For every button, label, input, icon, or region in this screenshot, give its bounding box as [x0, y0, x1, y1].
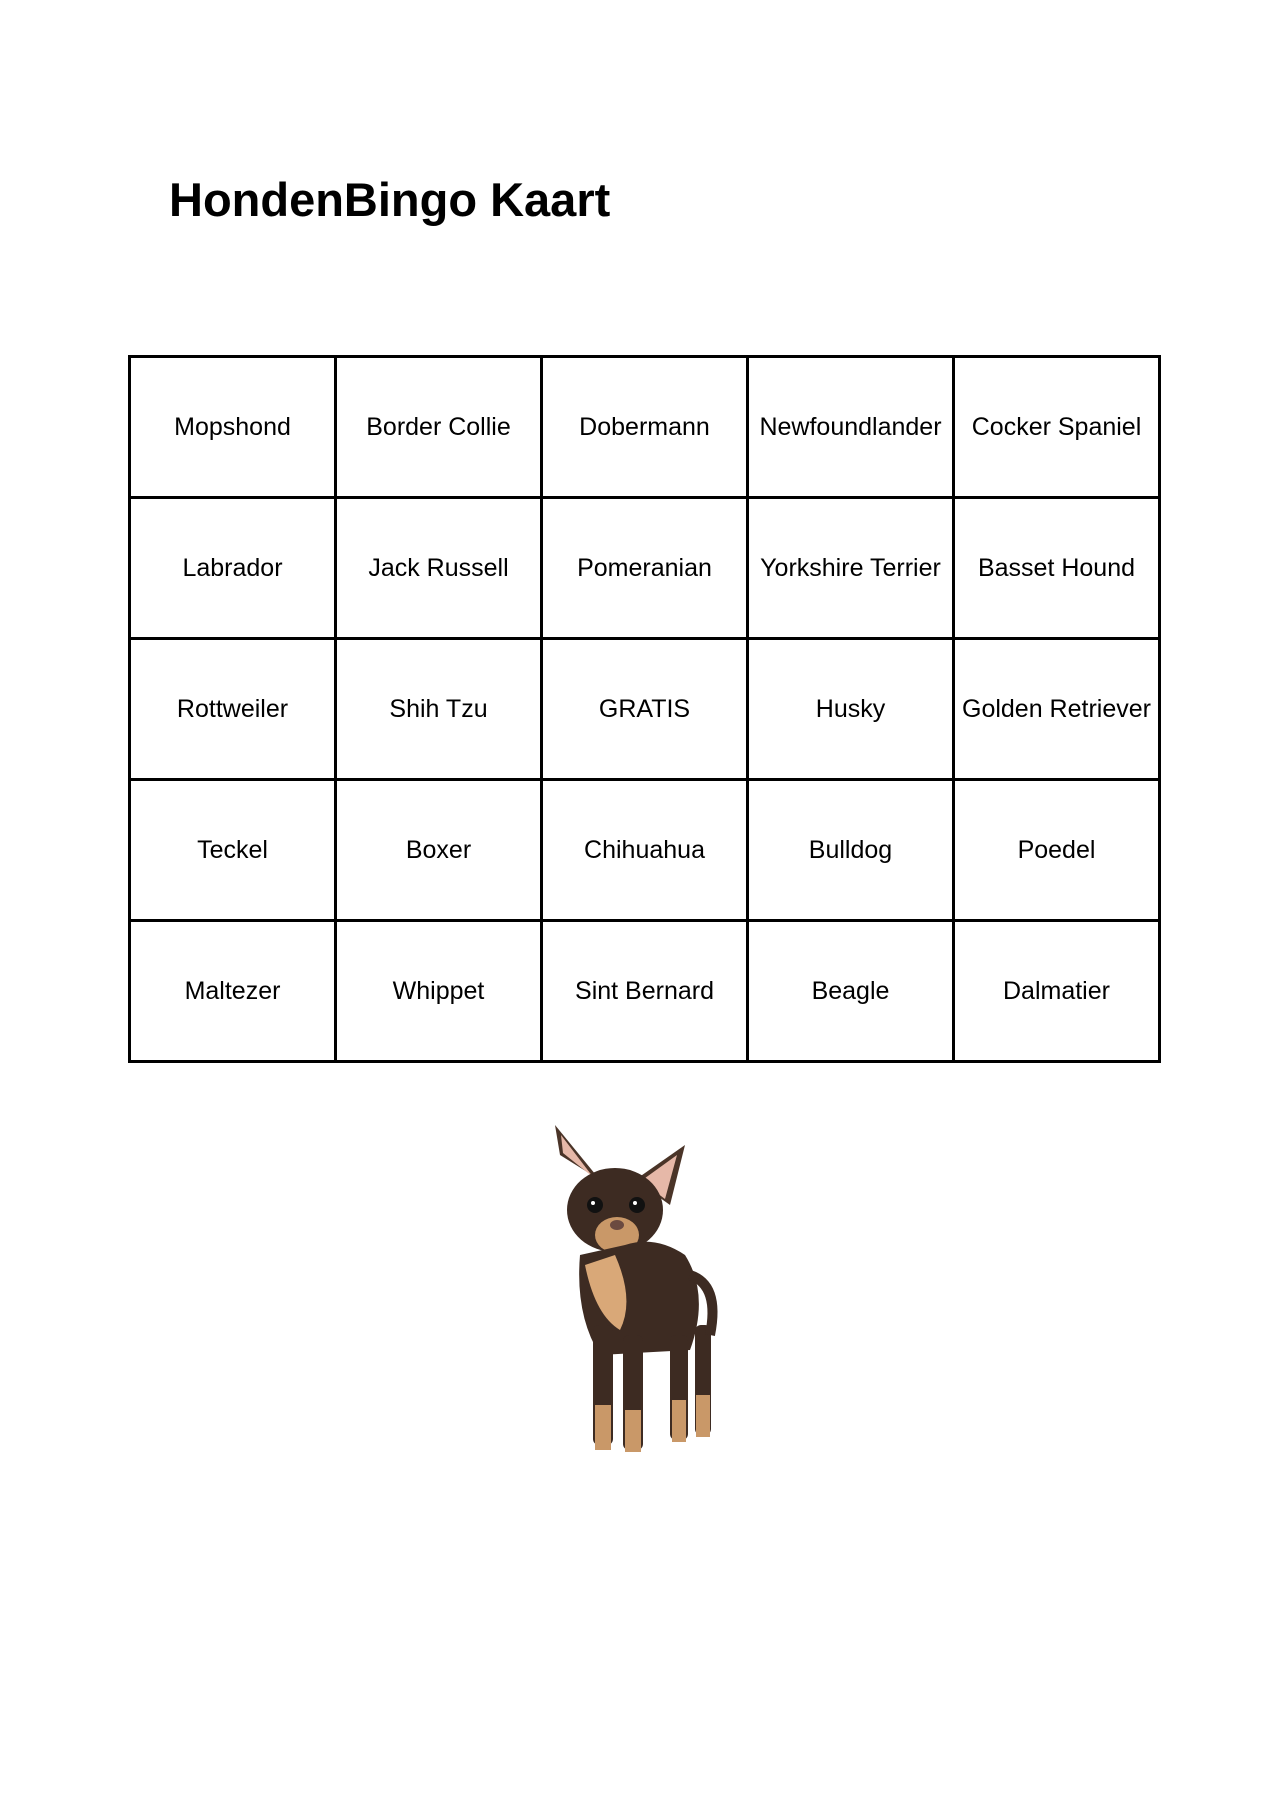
bingo-cell: Dalmatier [954, 921, 1160, 1062]
bingo-row [130, 639, 1160, 780]
bingo-row [130, 498, 1160, 639]
bingo-cell: Basset Hound [954, 498, 1160, 639]
bingo-cell: Jack Russell [336, 498, 542, 639]
bingo-cell: Sint Bernard [542, 921, 748, 1062]
bingo-cell: Maltezer [130, 921, 336, 1062]
bingo-cell: Dobermann [542, 357, 748, 498]
bingo-cell: Newfoundlander [748, 357, 954, 498]
bingo-cell: Teckel [130, 780, 336, 921]
chihuahua-image [505, 1125, 745, 1475]
bingo-cell: Cocker Spaniel [954, 357, 1160, 498]
bingo-cell: Shih Tzu [336, 639, 542, 780]
bingo-cell: Boxer [336, 780, 542, 921]
bingo-cell: Rottweiler [130, 639, 336, 780]
bingo-cell: Mopshond [130, 357, 336, 498]
bingo-cell: Poedel [954, 780, 1160, 921]
bingo-cell: Beagle [748, 921, 954, 1062]
bingo-cell: Chihuahua [542, 780, 748, 921]
bingo-card-grid [128, 355, 1161, 1063]
bingo-cell: Golden Retriever [954, 639, 1160, 780]
bingo-cell: Husky [748, 639, 954, 780]
bingo-cell: Labrador [130, 498, 336, 639]
bingo-row [130, 780, 1160, 921]
bingo-cell: Bulldog [748, 780, 954, 921]
bingo-row [130, 921, 1160, 1062]
bingo-row [130, 357, 1160, 498]
bingo-cell: Yorkshire Terrier [748, 498, 954, 639]
bingo-cell: Border Collie [336, 357, 542, 498]
bingo-cell: Pomeranian [542, 498, 748, 639]
bingo-cell: Whippet [336, 921, 542, 1062]
bingo-cell: GRATIS [542, 639, 748, 780]
page-title: HondenBingo Kaart [169, 173, 611, 226]
